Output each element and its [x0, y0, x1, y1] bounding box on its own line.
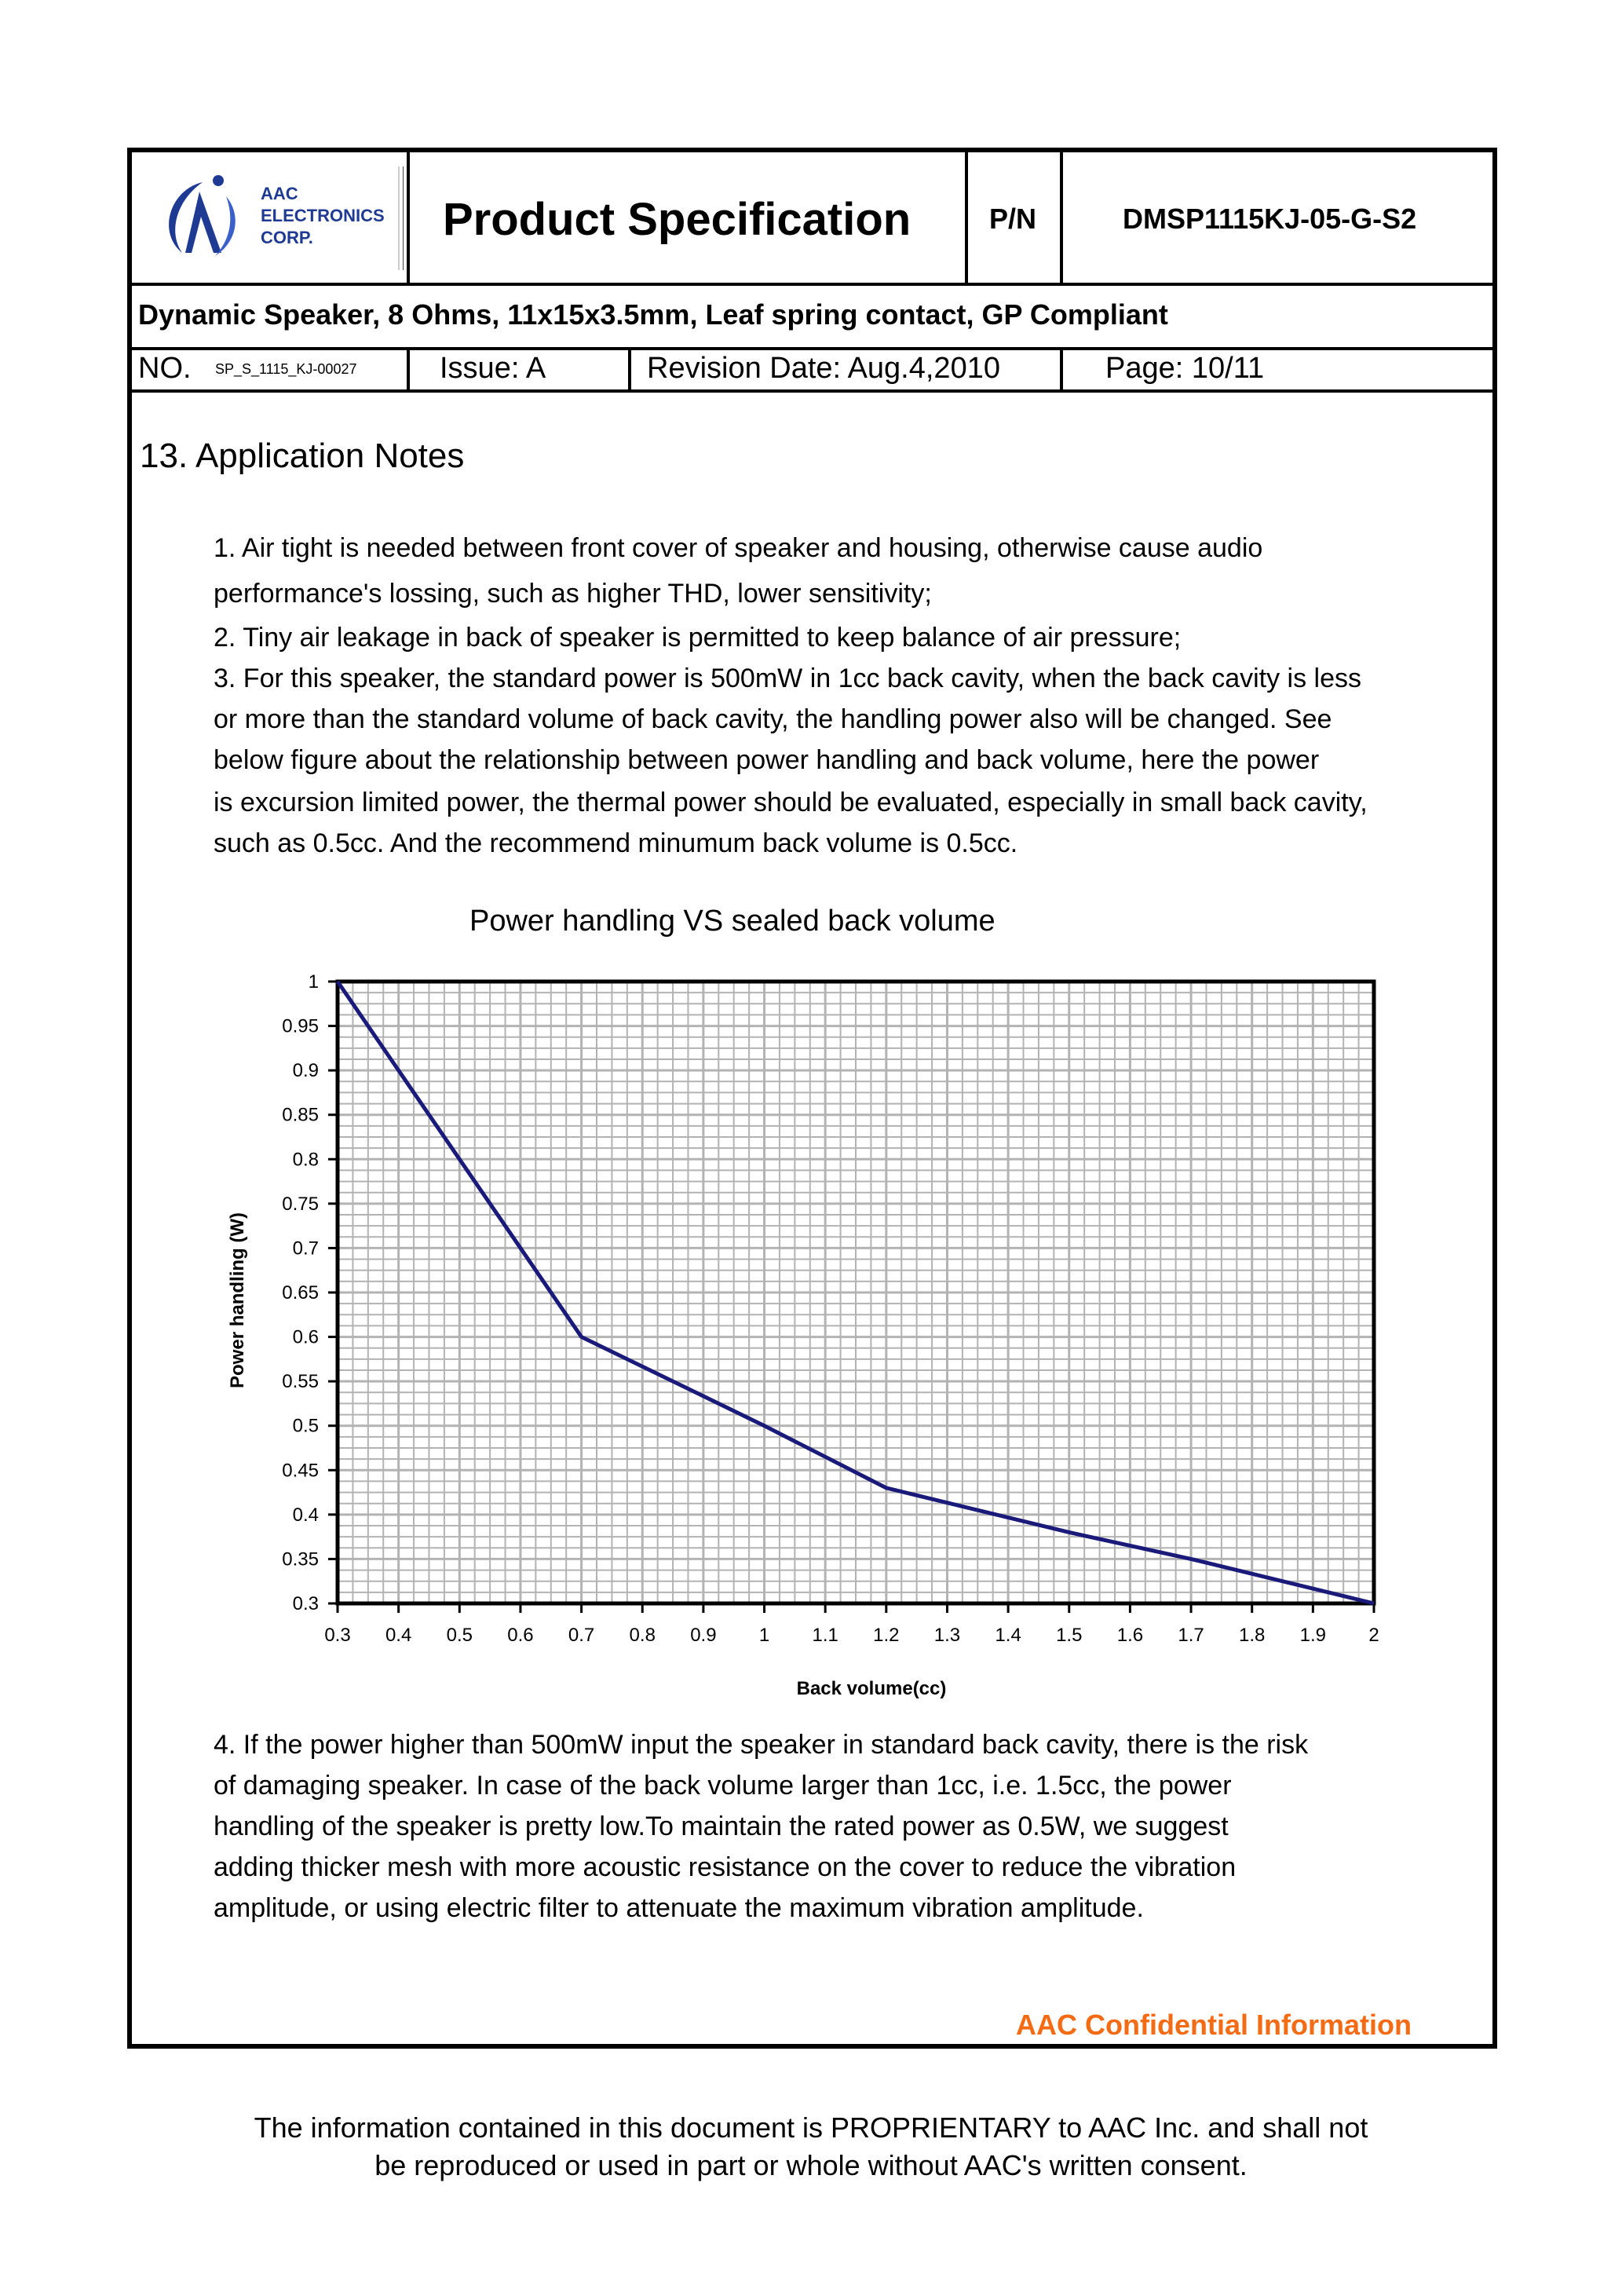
note-line: of damaging speaker. In case of the back volume larger than 1cc, i.e. 1.5cc, the power: [214, 1771, 1232, 1801]
x-tick-label: 1.6: [1116, 1625, 1144, 1646]
logo-line-3: CORP.: [261, 228, 313, 247]
revision-date: Revision Date: Aug.4,2010: [647, 352, 1000, 385]
meta-divider: [628, 349, 631, 391]
y-tick-label: 0.85: [282, 1104, 319, 1126]
x-tick-label: 1.2: [873, 1625, 900, 1646]
logo-line-2: ELECTRONICS: [261, 206, 385, 225]
note-line: or more than the standard volume of back cavity, the handling power also will be changed. See: [214, 704, 1332, 734]
x-tick-label: 1: [758, 1625, 770, 1646]
document-number: SP_S_1115_KJ-00027: [215, 361, 357, 377]
application-notes-bottom: [214, 1724, 1454, 1929]
y-tick-label: 0.65: [282, 1282, 319, 1303]
y-tick-label: 1: [308, 971, 319, 993]
y-axis-title: Power handling (W): [227, 1212, 248, 1388]
issue-label: Issue: A: [440, 352, 546, 385]
note-line: below figure about the relationship between power handling and back volume, here the power: [214, 745, 1320, 775]
note-line: performance's lossing, such as higher THD, lower sensitivity;: [214, 579, 932, 609]
chart-title: Power handling VS sealed back volume: [469, 905, 995, 938]
x-tick-label: 0.4: [385, 1625, 412, 1646]
meta-divider: [1060, 349, 1063, 391]
y-tick-label: 0.5: [292, 1415, 319, 1437]
y-tick-label: 0.35: [282, 1548, 319, 1570]
x-tick-label: 0.5: [446, 1625, 473, 1646]
header-rule: [132, 347, 1492, 350]
x-tick-label: 1.5: [1056, 1625, 1083, 1646]
header-divider: [1060, 152, 1063, 284]
header-divider: [965, 152, 968, 284]
x-tick-label: 0.7: [568, 1625, 595, 1646]
no-label: NO.: [138, 352, 192, 385]
header-rule: [132, 389, 1492, 393]
logo-emblem-icon: [144, 160, 404, 276]
y-tick-label: 0.3: [292, 1593, 319, 1614]
y-tick-label: 0.9: [292, 1060, 319, 1082]
x-tick-label: 1.8: [1239, 1625, 1266, 1646]
y-tick-label: 0.45: [282, 1460, 319, 1482]
note-line: 1. Air tight is needed between front cover of speaker and housing, otherwise cause audio: [214, 533, 1263, 563]
confidential-label: AAC Confidential Information: [1016, 2009, 1412, 2041]
y-tick-label: 0.8: [292, 1149, 319, 1171]
page-number: Page: 10/11: [1105, 352, 1265, 385]
x-tick-label: 1.9: [1299, 1625, 1327, 1646]
x-tick-label: 0.3: [324, 1625, 351, 1646]
y-tick-label: 0.6: [292, 1326, 319, 1348]
logo-line-1: AAC: [261, 184, 298, 203]
x-tick-label: 1.7: [1178, 1625, 1204, 1646]
page-title: Product Specification: [443, 194, 911, 245]
x-tick-label: 0.6: [507, 1625, 534, 1646]
y-tick-label: 0.75: [282, 1193, 319, 1215]
meta-divider: [407, 349, 410, 391]
proprietary-footer: [0, 2109, 1622, 2184]
note-line: such as 0.5cc. And the recommend minumum back volume is 0.5cc.: [214, 828, 1018, 858]
header-divider: [407, 152, 410, 284]
x-axis-title: Back volume(cc): [796, 1678, 947, 1699]
header-rule: [132, 283, 1492, 286]
note-line: amplitude, or using electric filter to attenuate the maximum vibration amplitude.: [214, 1893, 1144, 1923]
y-tick-label: 0.4: [292, 1504, 319, 1526]
note-line: is excursion limited power, the thermal power should be evaluated, especially in small back cavity,: [214, 788, 1368, 817]
note-line: 4. If the power higher than 500mW input the speaker in standard back cavity, there is the risk: [214, 1730, 1309, 1760]
x-tick-label: 0.8: [629, 1625, 656, 1646]
footer-line-2: be reproduced or used in part or whole without AAC's written consent.: [374, 2149, 1248, 2181]
pn-label: P/N: [989, 203, 1037, 235]
y-tick-label: 0.55: [282, 1371, 319, 1393]
x-tick-label: 1.3: [933, 1625, 961, 1646]
company-logo: [144, 160, 404, 276]
x-tick-label: 1.1: [812, 1625, 838, 1646]
note-line: 2. Tiny air leakage in back of speaker is permitted to keep balance of air pressure;: [214, 623, 1182, 653]
application-notes-top: [214, 528, 1454, 864]
x-tick-label: 1.4: [995, 1625, 1021, 1646]
part-number: DMSP1115KJ-05-G-S2: [1123, 203, 1417, 235]
note-line: handling of the speaker is pretty low.To maintain the rated power as 0.5W, we suggest: [214, 1812, 1229, 1841]
footer-line-1: The information contained in this document is PROPRIENTARY to AAC Inc. and shall not: [254, 2111, 1368, 2144]
product-subtitle: Dynamic Speaker, 8 Ohms, 11x15x3.5mm, Leaf spring contact, GP Compliant: [138, 298, 1168, 331]
x-tick-label: 2: [1368, 1625, 1379, 1646]
y-tick-label: 0.95: [282, 1015, 319, 1037]
note-line: 3. For this speaker, the standard power is 500mW in 1cc back cavity, when the back cavity is less: [214, 664, 1362, 693]
y-tick-label: 0.7: [292, 1238, 319, 1260]
note-line: adding thicker mesh with more acoustic resistance on the cover to reduce the vibration: [214, 1852, 1237, 1882]
section-heading: 13. Application Notes: [140, 437, 465, 475]
x-tick-label: 0.9: [690, 1625, 717, 1646]
